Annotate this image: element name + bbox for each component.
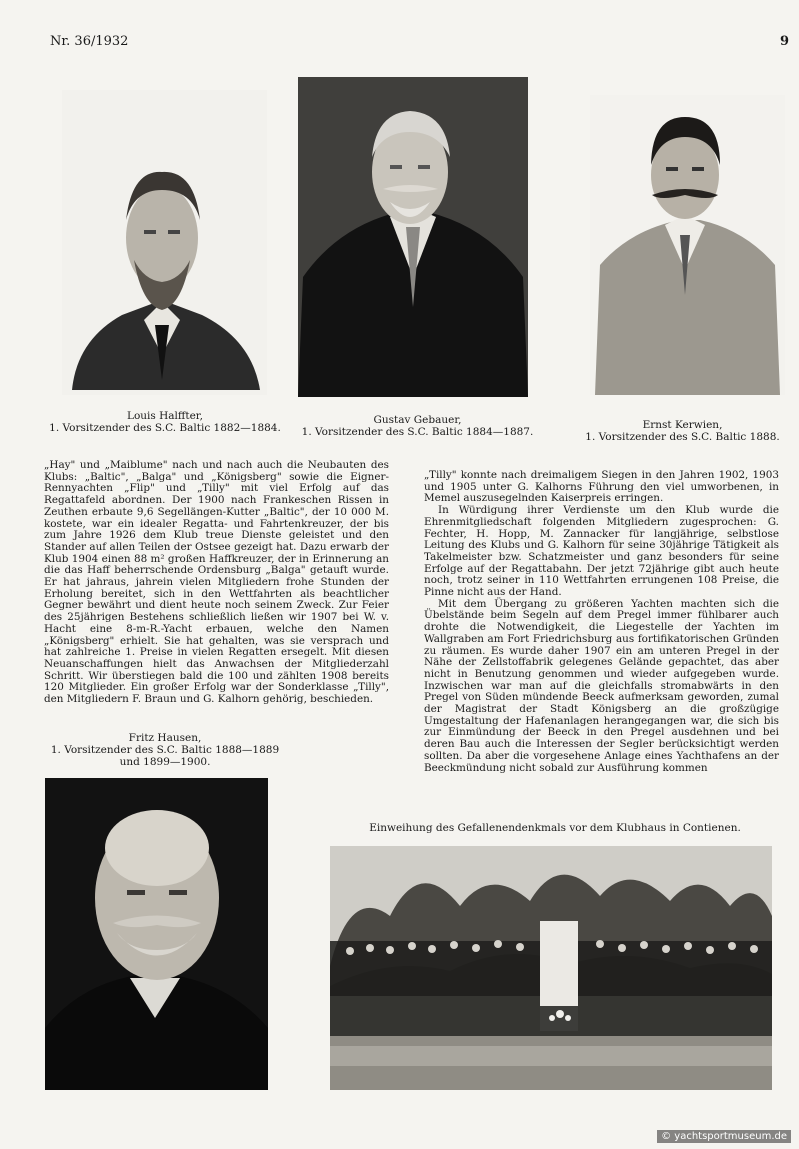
caption-name: Ernst Kerwien, [642, 419, 723, 431]
caption-halffter [40, 410, 290, 434]
caption-role-continued: und 1899—1900. [119, 756, 211, 768]
page-number: 9 [780, 34, 790, 49]
caption-name: Fritz Hausen, [128, 732, 202, 744]
caption-role: 1. Vorsitzender des S.C. Baltic 1888—1889 [50, 744, 280, 756]
issue-number: Nr. 36/1932 [50, 34, 129, 49]
caption-gebauer [290, 414, 545, 438]
article-column-left [44, 460, 389, 706]
caption-kerwien [570, 419, 795, 443]
portrait-photo-halffter [62, 90, 267, 395]
caption-name: Gustav Gebauer, [373, 414, 462, 426]
paragraph: „Tilly" konnte nach dreimaligem Siegen in den Jahren 1902, 1903 und 1905 unter G. Kalhorns Führung den viel umworbenen, in Memel auszusegelnden Kaiserpreis erringen. [424, 469, 779, 505]
caption-name: Louis Halffter, [126, 410, 203, 422]
paragraph: Mit dem Übergang zu größeren Yachten machten sich die Übelstände beim Segeln auf dem Pregel immer fühlbarer auch drohte die Notwendigkeit, die Liegestelle der Yachten im Wallgraben am Fort Friedrichsburg aus fortifikatorischen Gründen zu räumen. Es wurde daher 1907 ein am unteren Pregel in der Nähe der Zellstoffabrik gelegenes Gelände gepachtet, das aber nicht in Benutzung genommen und wieder aufgegeben wurde. Inzwischen war man auf die gleichfalls stromabwärts in den Pregel von Süden mündende Beeck aufmerksam geworden, zumal der Magistrat der Stadt Königsberg an die großzügige Umgestaltung der Hafenanlagen herangegangen war, die sich bis zur Einmündung der Beeck in den Pregel ausdehnen und bei deren Bau auch die Interessen der Segler berücksichtigt werden sollten. Da aber die vorgesehene Anlage eines Yachthafens an der Beeckmündung nicht sobald zur Ausführung kommen [424, 597, 779, 774]
photo-caption-memorial: Einweihung des Gefallenendenkmals vor dem Klubhaus in Contienen. [369, 822, 741, 834]
paragraph: „Hay" und „Maiblume" nach und nach auch die Neubauten des Klubs: „Baltic", „Balga" und „Königsberg" sowie die Eigner-Rennyachten „Flip" und „Tilly" mit viel Erfolg auf das Regattafeld abordnen. Der 1900 nach Frankeschen Rissen in Zeuthen erbaute 9,6 Segellängen-Kutter „Baltic", der 10 000 M. kostete, war ein idealer Regatta- und Fahrtenkreuzer, der bis zum Jahre 1926 dem Klub treue Dienste geleistet und den Stander auf allen Teilen der Ostsee gezeigt hat. Dazu erwarb der Klub 1904 einen 88 m² großen Haffkreuzer, der in Erinnerung an die das Haff beherrschende Ordensburg „Balga" getauft wurde. Er hat jahraus, jahrein vielen Mitgliedern frohe Stunden der Erholung bereitet, sich in den Wettfahrten als beachtlicher Gegner bewährt und dient heute noch seinem Zweck. Zur Feier des 25jährigen Bestehens schließlich ließen wir 1907 bei W. v. Hacht eine 8-m-R.-Yacht erbauen, welche den Namen „Königsberg" erhielt. Sie hat gehalten, was sie versprach und hat zahlreiche 1. Preise in vielen Regatten ersegelt. Mit diesen Neuanschaffungen hielt das Anwachsen der Mitgliederzahl Schritt. Wir überstiegen bald die 100 und zählten 1908 bereits 120 Mitglieder. Ein großer Erfolg war der Sonderklasse „Tilly", den Mitgliedern F. Braun und G. Kalhorn gehörig, beschieden. [44, 459, 389, 706]
paragraph: In Würdigung ihrer Verdienste um den Klub wurde die Ehrenmitgliedschaft folgenden Mitgliedern zugesprochen: G. Fechter, H. Hopp, M. Zannacker für langjährige, selbstlose Leitung des Klubs und G. Kalhorn für seine 30jährige Tätigkeit als Takelmeister bzw. Schatzmeister und ganz besonders für seine Erfolge auf der Regattabahn. Der jetzt 72jährige gibt auch heute noch, trotz seiner in 110 Wettfahrten errungenen 108 Preise, die Pinne nicht aus der Hand. [424, 504, 779, 599]
group-photo-memorial [330, 846, 772, 1090]
article-column-right [424, 470, 779, 774]
portrait-photo-gebauer [298, 77, 528, 397]
watermark: © yachtsportmuseum.de [657, 1130, 791, 1143]
caption-hausen [40, 732, 290, 768]
caption-role: 1. Vorsitzender des S.C. Baltic 1882—1884. [49, 422, 281, 434]
caption-role: 1. Vorsitzender des S.C. Baltic 1888. [585, 431, 780, 443]
portrait-photo-kerwien [590, 95, 785, 395]
caption-role: 1. Vorsitzender des S.C. Baltic 1884—1887. [301, 426, 534, 438]
portrait-photo-hausen [45, 778, 268, 1090]
